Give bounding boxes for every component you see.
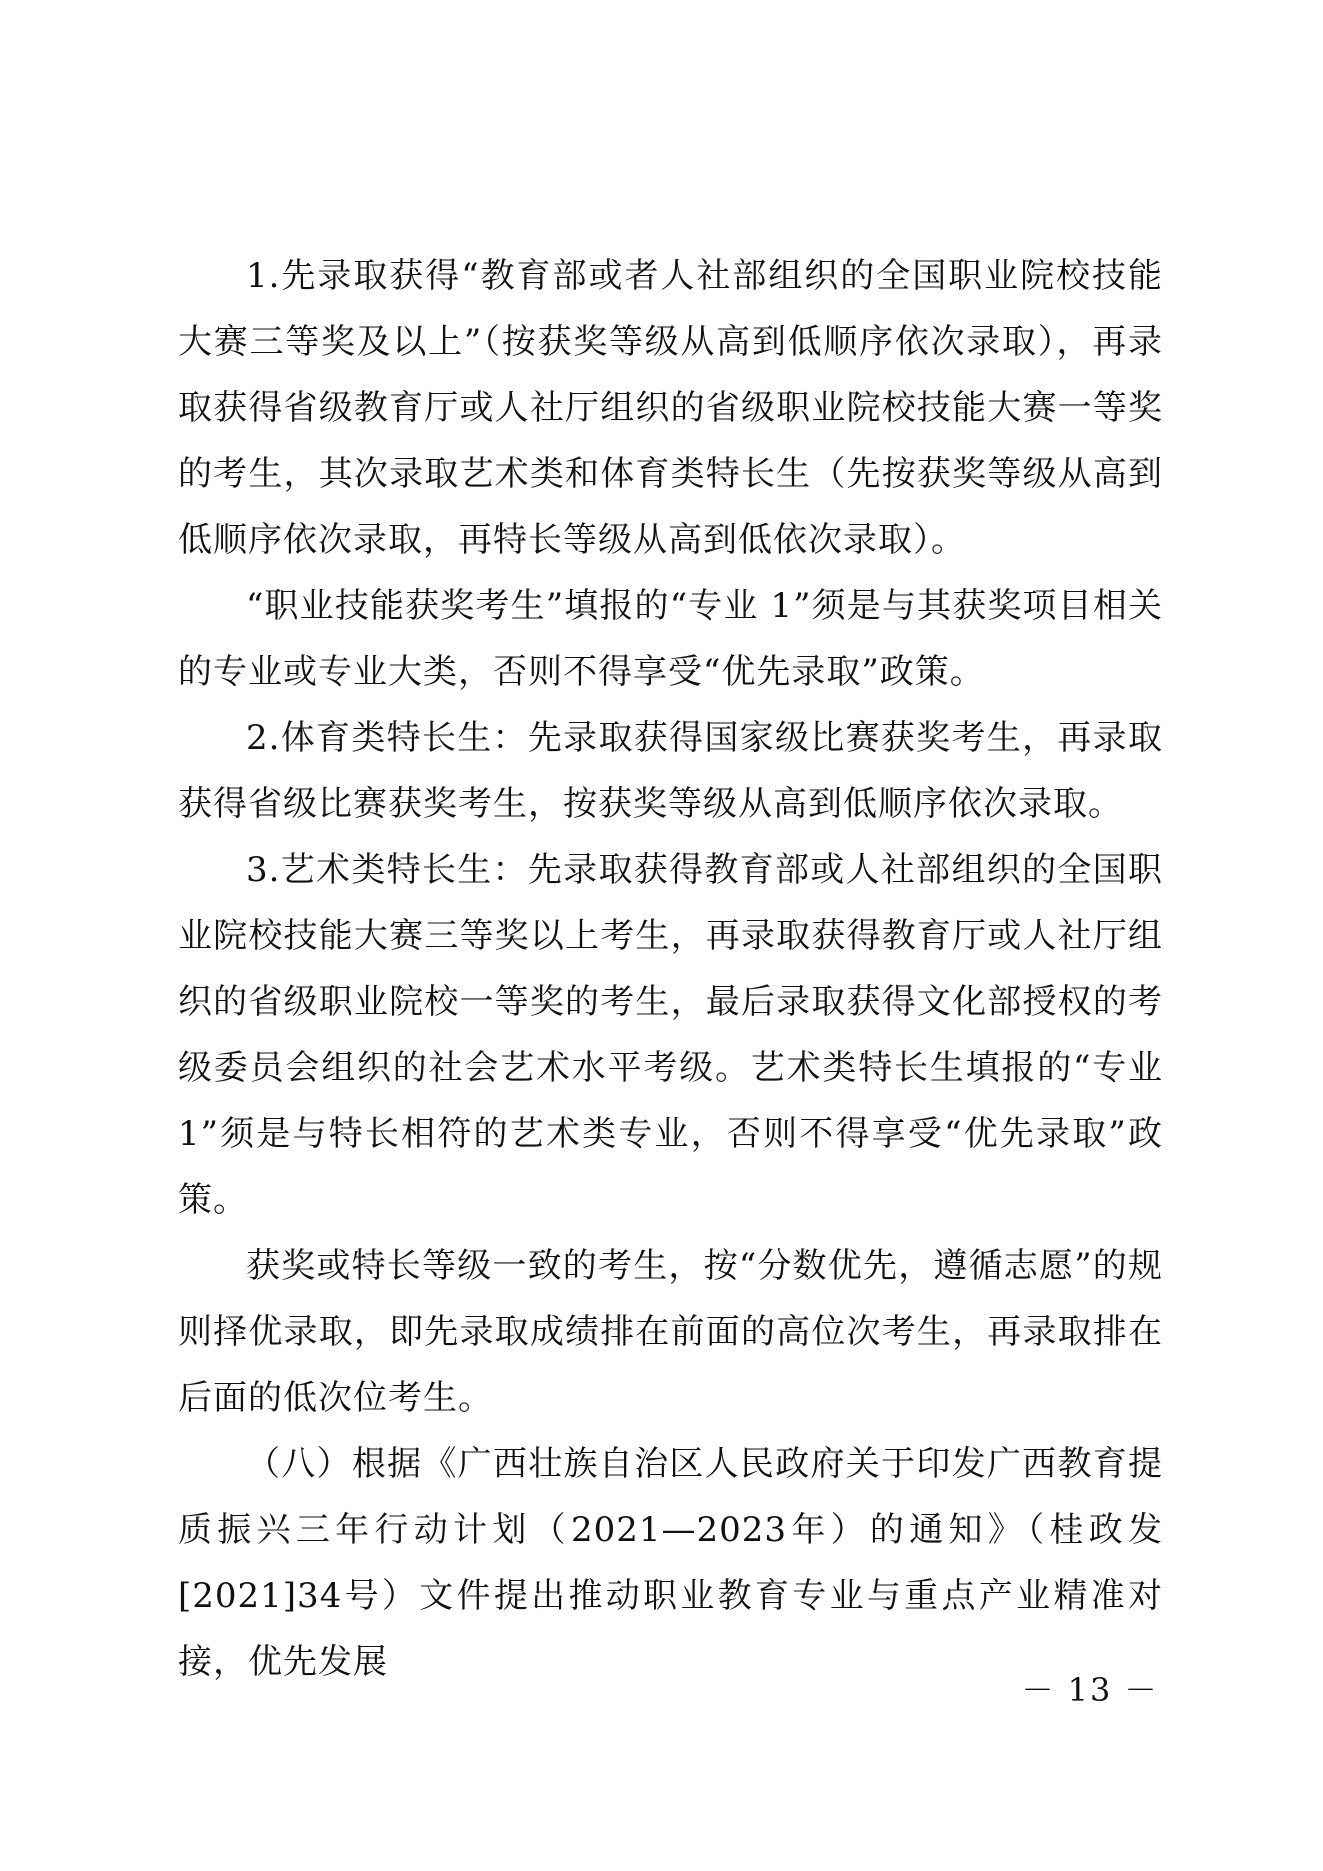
paragraph-2-major-requirement: “职业技能获奖考生”填报的“专业 1”须是与其获奖项目相关的专业或专业大类，否则不得享受“优先录取”政策。 <box>178 586 1163 692</box>
page-number: － 13 － <box>1021 1671 1159 1709</box>
paragraph-6-section-eight: （八）根据《广西壮族自治区人民政府关于印发广西教育提质振兴三年行动计划（2021—2023年）的通知》（桂政发[2021]34号）文件提出推动职业教育专业与重点产业精准对接，优先发展 <box>178 1444 1163 1682</box>
paragraph-1-competition-priority: 1.先录取获得“教育部或者人社部组织的全国职业院校技能大赛三等奖及以上”（按获奖等级从高到低顺序依次录取），再录取获得省级教育厅或人社厅组织的省级职业院校技能大赛一等奖的考生，其次录取艺术类和体育类特长生（先按获奖等级从高到低顺序依次录取，再特长等级从高到低依次录取）。 <box>178 256 1163 560</box>
paragraph-4-arts-specialty: 3.艺术类特长生：先录取获得教育部或人社部组织的全国职业院校技能大赛三等奖以上考生，再录取获得教育厅或人社厅组织的省级职业院校一等奖的考生，最后录取获得文化部授权的考级委员会组织的社会艺术水平考级。艺术类特长生填报的“专业 1”须是与特长相符的艺术类专业，否则不得享受“优先录取”政策。 <box>178 850 1163 1220</box>
paragraph-5-tie-break-rule: 获奖或特长等级一致的考生，按“分数优先，遵循志愿”的规则择优录取，即先录取成绩排在前面的高位次考生，再录取排在后面的低次位考生。 <box>178 1246 1163 1418</box>
paragraph-3-sports-specialty: 2.体育类特长生：先录取获得国家级比赛获奖考生，再录取获得省级比赛获奖考生，按获奖等级从高到低顺序依次录取。 <box>178 718 1163 824</box>
page-body <box>178 243 1163 1695</box>
